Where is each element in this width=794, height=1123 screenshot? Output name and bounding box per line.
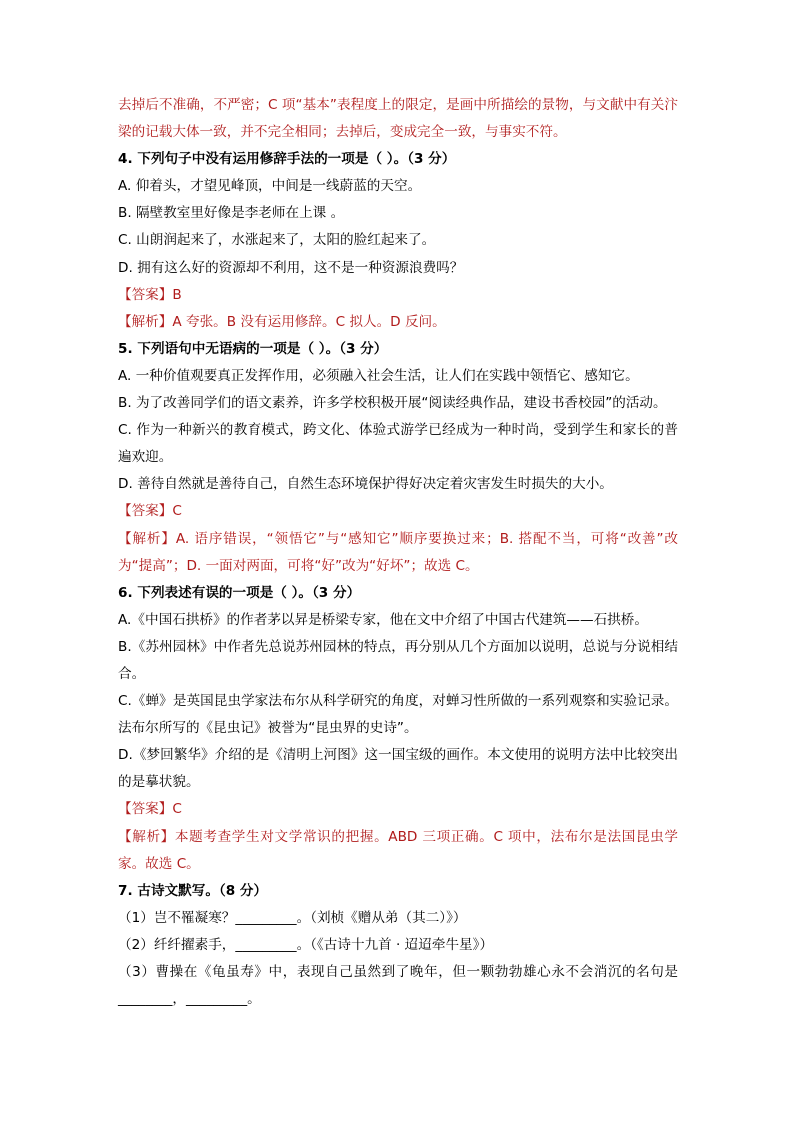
question-5-analysis xyxy=(118,526,678,580)
question-4-option-c: C. 山朗润起来了，水涨起来了，太阳的脸红起来了。 xyxy=(118,232,436,249)
question-6-option-c: C.《蝉》是英国昆虫学家法布尔从科学研究的角度，对蝉习性所做的一系列观察和实验记录。法布尔所写的《昆虫记》被誉为“昆虫界的史诗”。 xyxy=(118,693,678,737)
question-4-answer xyxy=(118,282,678,309)
answer-label: 【答案】 xyxy=(118,503,173,520)
question-5-option-a: A. 一种价值观要真正发挥作用，必须融入社会生活，让人们在实践中领悟它、感知它。 xyxy=(118,367,639,384)
question-5-answer xyxy=(118,498,678,525)
answer-label: 【答案】 xyxy=(118,801,173,818)
analysis-text: 本题考查学生对文学常识的把握。ABD 三项正确。C 项中，法布尔是法国昆虫学家。故选 C。 xyxy=(118,828,678,872)
question-4-title: 4. 下列句子中没有运用修辞手法的一项是（ ）。（3 分） xyxy=(118,151,456,168)
question-4-analysis xyxy=(118,309,678,336)
question-6-title: 6. 下列表述有误的一项是（ ）。（3 分） xyxy=(118,584,361,601)
question-7-item-2: （2）纤纤擢素手，_________。（《古诗十九首 · 迢迢牵牛星》） xyxy=(118,936,494,953)
question-5-option-c: C. 作为一种新兴的教育模式，跨文化、体验式游学已经成为一种时尚，受到学生和家长的普遍欢迎。 xyxy=(118,422,678,466)
question-6-analysis xyxy=(118,824,678,878)
answer-value: B xyxy=(172,286,182,303)
question-4-option-d: D. 拥有这么好的资源却不利用，这不是一种资源浪费吗？ xyxy=(118,259,464,276)
analysis-label: 【解析】 xyxy=(118,530,176,547)
question-4-option-b: B. 隔壁教室里好像是李老师在上课 。 xyxy=(118,205,345,222)
question-7-title: 7. 古诗文默写。（8 分） xyxy=(118,882,268,899)
analysis-text: A. 语序错误，“领悟它”与“感知它”顺序要换过来；B. 搭配不当，可将“改善”改为“提高”；D. 一面对两面，可将“好”改为“好坏”；故选 C。 xyxy=(118,530,678,574)
question-4-option-a: A. 仰着头，才望见峰顶，中间是一线蔚蓝的天空。 xyxy=(118,178,422,195)
question-5-option-d: D. 善待自然就是善待自己，自然生态环境保护得好决定着灾害发生时损失的大小。 xyxy=(118,476,613,493)
question-5-option-b: B. 为了改善同学们的语文素养，许多学校积极开展“阅读经典作品，建设书香校园”的活动。 xyxy=(118,395,667,412)
answer-value: C xyxy=(172,801,182,818)
question-5-title: 5. 下列语句中无语病的一项是（ ）。（3 分） xyxy=(118,340,388,357)
question-7-item-3: （3）曹操在《龟虽寿》中，表现自己虽然到了晚年，但一颗勃勃雄心永不会消沉的名句是________，_________。 xyxy=(118,964,678,1008)
question-6-option-a: A.《中国石拱桥》的作者茅以昇是桥梁专家，他在文中介绍了中国古代建筑——石拱桥。 xyxy=(118,611,648,628)
question-6-option-d: D.《梦回繁华》介绍的是《清明上河图》这一国宝级的画作。本文使用的说明方法中比较突出的是摹状貌。 xyxy=(118,747,678,791)
intro-analysis-text: 去掉后不准确，不严密；C 项“基本”表程度上的限定，是画中所描绘的景物，与文献中有关汴梁的记载大体一致，并不完全相同；去掉后，变成完全一致，与事实不符。 xyxy=(118,97,678,141)
analysis-label: 【解析】 xyxy=(118,313,173,330)
question-6-answer xyxy=(118,796,678,823)
analysis-label: 【解析】 xyxy=(118,828,175,845)
answer-value: C xyxy=(172,503,182,520)
answer-label: 【答案】 xyxy=(118,286,173,303)
question-6-option-b: B.《苏州园林》中作者先总说苏州园林的特点，再分别从几个方面加以说明，总说与分说相结合。 xyxy=(118,638,678,682)
question-7-item-1: （1）岂不罹凝寒？_________。（刘桢《赠从弟（其二）》） xyxy=(118,909,467,926)
page-content xyxy=(118,92,678,1013)
analysis-text: A 夸张。B 没有运用修辞。C 拟人。D 反问。 xyxy=(172,313,446,330)
